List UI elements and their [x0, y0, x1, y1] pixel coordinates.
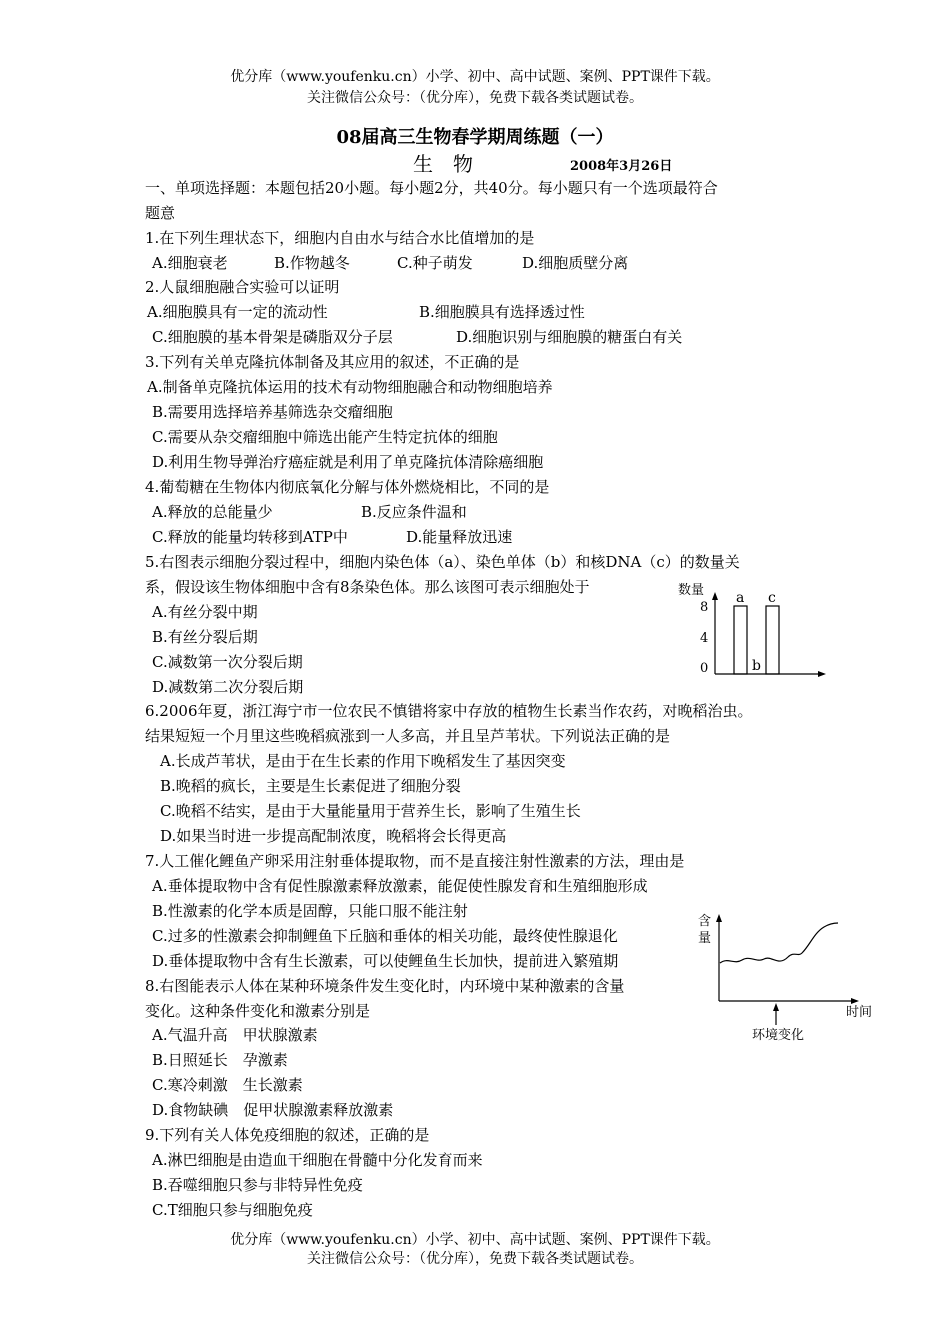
question-5-stem-cont: 系，假设该生物体细胞中含有8条染色体。那么该图可表示细胞处于	[145, 578, 590, 596]
section-intro-cont: 题意	[145, 204, 176, 222]
question-6-option-d: D.如果当时进一步提高配制浓度，晚稻将会长得更高	[160, 827, 507, 845]
question-6-option-c: C.晚稻不结实，是由于大量能量用于营养生长，影响了生殖生长	[160, 802, 581, 820]
header-line-1: 优分库（www.youfenku.cn）小学、初中、高中试题、案例、PPT课件下载。	[230, 69, 720, 85]
figure-q5-bar-c	[766, 606, 779, 674]
question-1-option-b: B.作物越冬	[274, 254, 350, 272]
question-4-stem: 4.葡萄糖在生物体内彻底氧化分解与体外燃烧相比，不同的是	[145, 478, 550, 496]
figure-q8-y-arrow	[716, 914, 722, 922]
figure-q8-line-graph	[690, 905, 890, 1045]
question-8-stem-cont: 变化。这种条件变化和激素分别是	[145, 1002, 371, 1020]
question-4-option-c: C.释放的能量均转移到ATP中	[152, 528, 348, 546]
figure-q5-ylabel: 数量	[678, 583, 705, 598]
question-2-option-c: C.细胞膜的基本骨架是磷脂双分子层	[152, 328, 393, 346]
figure-q5-bar-label-a: a	[736, 590, 745, 606]
exam-date: 2008年3月26日	[570, 159, 673, 174]
question-1-option-c: C.种子萌发	[397, 254, 473, 272]
figure-q5-y-arrow	[712, 592, 718, 600]
question-3-option-b: B.需要用选择培养基筛选杂交瘤细胞	[152, 403, 393, 421]
question-8-option-b: B.日照延长 孕激素	[152, 1051, 288, 1069]
figure-q5-x-arrow	[818, 671, 826, 677]
question-1-option-a: A.细胞衰老	[152, 254, 228, 272]
question-4-option-d: D.能量释放迅速	[406, 528, 513, 546]
figure-q5-bar-label-b: b	[752, 658, 761, 674]
figure-q8-x-arrow	[851, 998, 859, 1004]
question-7-option-c: C.过多的性激素会抑制鲤鱼下丘脑和垂体的相关功能，最终使性腺退化	[152, 927, 618, 945]
question-3-option-c: C.需要从杂交瘤细胞中筛选出能产生特定抗体的细胞	[152, 428, 498, 446]
figure-q5-tick-4: 4	[700, 631, 709, 646]
question-9-option-b: B.吞噬细胞只参与非特异性免疫	[152, 1176, 363, 1194]
question-5-option-c: C.减数第一次分裂后期	[152, 653, 303, 671]
question-3-option-a: A.制备单克隆抗体运用的技术有动物细胞融合和动物细胞培养	[147, 378, 553, 396]
figure-q8-event-label: 环境变化	[752, 1028, 805, 1043]
figure-q8-ylabel-top: 含	[698, 914, 712, 929]
header-line-2: 关注微信公众号：（优分库），免费下载各类试题试卷。	[307, 90, 643, 106]
figure-q5-tick-8: 8	[700, 600, 709, 615]
figure-q5-bar-chart	[670, 576, 830, 686]
question-2-option-d: D.细胞识别与细胞膜的糖蛋白有关	[456, 328, 683, 346]
question-4-option-a: A.释放的总能量少	[152, 503, 273, 521]
question-5-option-b: B.有丝分裂后期	[152, 628, 258, 646]
figure-q8-event-arrow-head	[773, 1003, 779, 1011]
question-5-option-a: A.有丝分裂中期	[152, 603, 258, 621]
question-7-option-b: B.性激素的化学本质是固醇，只能口服不能注射	[152, 902, 468, 920]
footer-line-1: 优分库（www.youfenku.cn）小学、初中、高中试题、案例、PPT课件下载。	[230, 1232, 720, 1248]
question-9-stem: 9.下列有关人体免疫细胞的叙述，正确的是	[145, 1126, 430, 1144]
section-intro: 一、单项选择题：本题包括20小题。每小题2分，共40分。每小题只有一个选项最符合	[145, 179, 718, 197]
question-7-stem: 7.人工催化鲤鱼产卵采用注射垂体提取物，而不是直接注射性激素的方法，理由是	[145, 852, 685, 870]
question-4-option-b: B.反应条件温和	[361, 503, 467, 521]
question-3-option-d: D.利用生物导弹治疗癌症就是利用了单克隆抗体清除癌细胞	[152, 453, 544, 471]
question-8-option-c: C.寒冷刺激 生长激素	[152, 1076, 303, 1094]
question-6-option-a: A.长成芦苇状，是由于在生长素的作用下晚稻发生了基因突变	[160, 752, 566, 770]
figure-q5-bar-label-c: c	[768, 590, 776, 606]
question-8-option-d: D.食物缺碘 促甲状腺激素释放激素	[152, 1101, 394, 1119]
question-3-stem: 3.下列有关单克隆抗体制备及其应用的叙述，不正确的是	[145, 353, 520, 371]
question-7-option-a: A.垂体提取物中含有促性腺激素释放激素，能促使性腺发育和生殖细胞形成	[152, 877, 648, 895]
question-6-stem-cont: 结果短短一个月里这些晚稻疯涨到一人多高，并且呈芦苇状。下列说法正确的是	[145, 727, 671, 745]
footer-line-2: 关注微信公众号：（优分库），免费下载各类试题试卷。	[307, 1251, 643, 1267]
question-5-stem: 5.右图表示细胞分裂过程中，细胞内染色体（a）、染色单体（b）和核DNA（c）的数量关	[145, 553, 740, 571]
question-2-option-b: B.细胞膜具有选择透过性	[419, 303, 585, 321]
figure-q8-curve	[720, 923, 838, 963]
figure-q5-tick-0: 0	[700, 661, 709, 676]
question-7-option-d: D.垂体提取物中含有生长激素，可以使鲤鱼生长加快，提前进入繁殖期	[152, 952, 619, 970]
subject-label: 生 物	[413, 152, 473, 176]
question-9-option-c: C.T细胞只参与细胞免疫	[152, 1201, 313, 1219]
question-2-option-a: A.细胞膜具有一定的流动性	[147, 303, 328, 321]
question-8-option-a: A.气温升高 甲状腺激素	[152, 1026, 318, 1044]
question-6-option-b: B.晚稻的疯长，主要是生长素促进了细胞分裂	[160, 777, 461, 795]
figure-q5-bar-a	[734, 606, 747, 674]
question-1-option-d: D.细胞质壁分离	[522, 254, 629, 272]
question-6-stem: 6.2006年夏，浙江海宁市一位农民不慎错将家中存放的植物生长素当作农药，对晚稻治虫。	[145, 702, 753, 720]
figure-q8-ylabel-bottom: 量	[698, 931, 712, 946]
question-5-option-d: D.减数第二次分裂后期	[152, 678, 304, 696]
question-2-stem: 2.人鼠细胞融合实验可以证明	[145, 278, 340, 296]
page-title: 08届高三生物春学期周练题（一）	[336, 127, 614, 148]
question-1-stem: 1.在下列生理状态下，细胞内自由水与结合水比值增加的是	[145, 229, 535, 247]
figure-q8-xlabel: 时间	[846, 1005, 873, 1020]
question-9-option-a: A.淋巴细胞是由造血干细胞在骨髓中分化发育而来	[152, 1151, 483, 1169]
question-8-stem: 8.右图能表示人体在某种环境条件发生变化时，内环境中某种激素的含量	[145, 977, 625, 995]
